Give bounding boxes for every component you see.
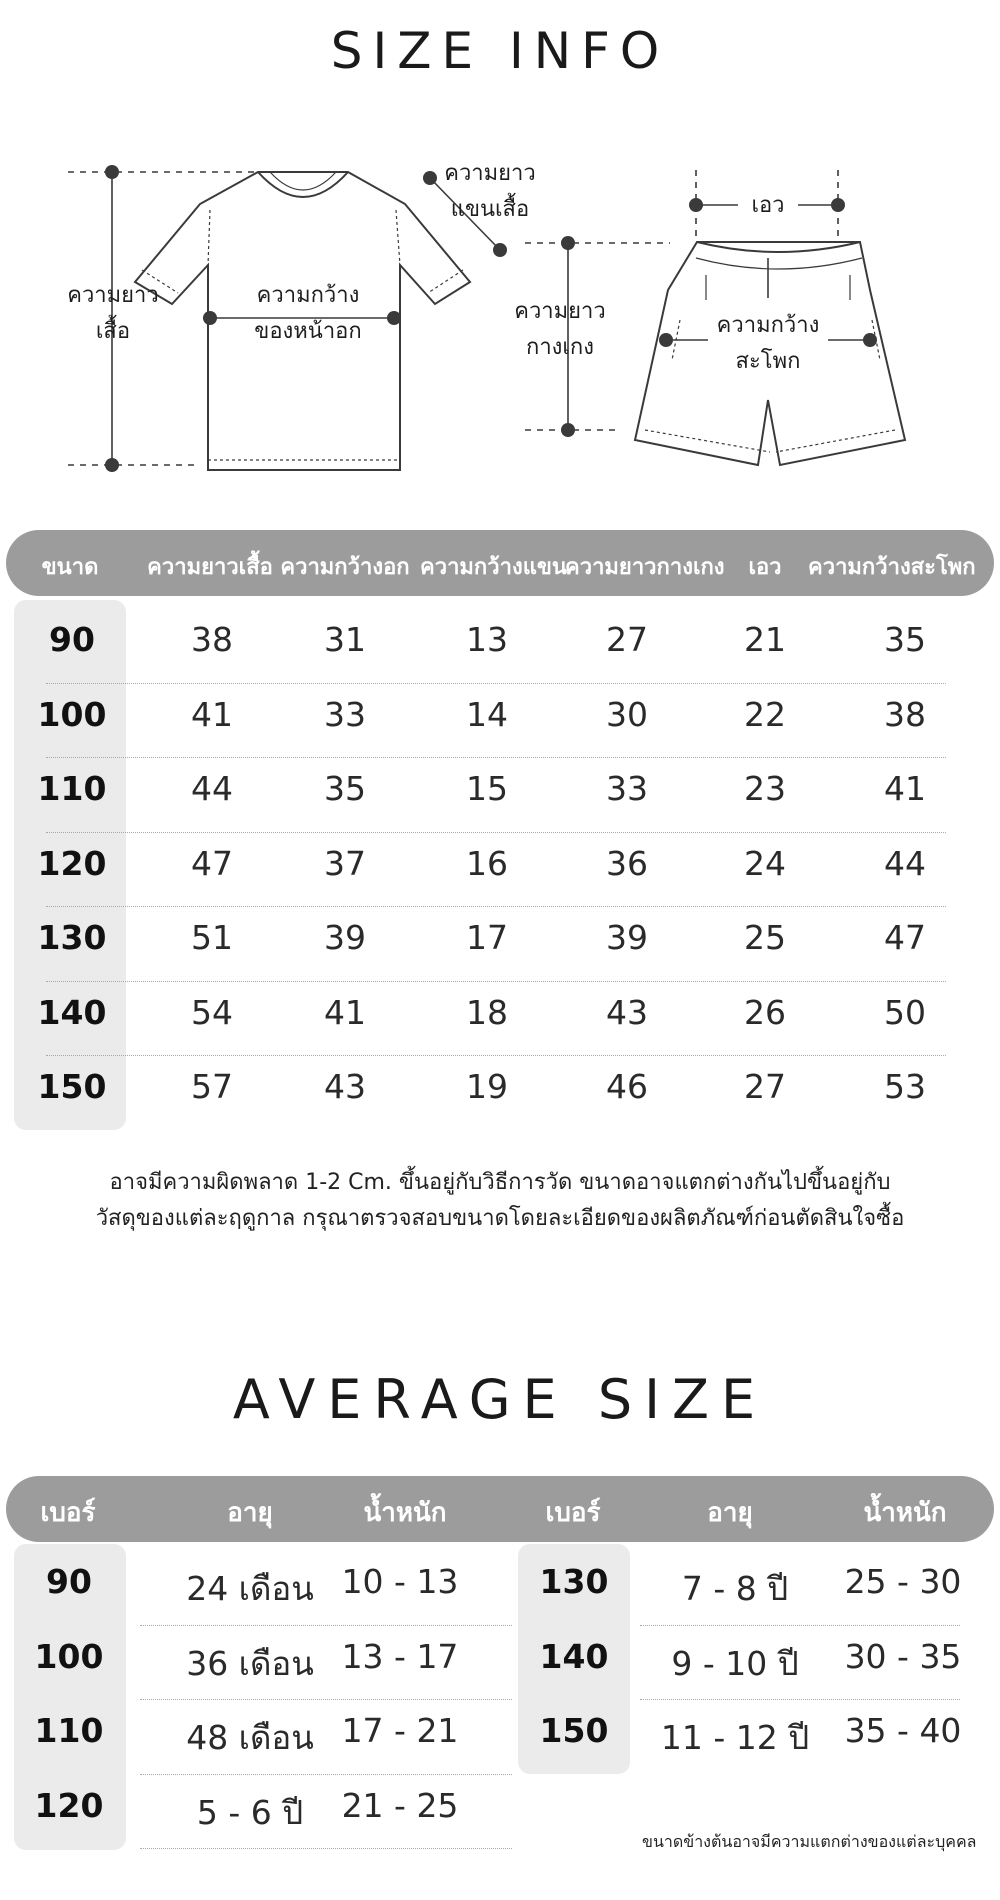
size-info-title: SIZE INFO xyxy=(330,22,670,80)
age-cell: 48 เดือน xyxy=(186,1718,314,1757)
row-divider xyxy=(46,832,946,833)
header-hip-width: ความกว้างสะโพก xyxy=(808,555,976,580)
weight-cell: 25 - 30 xyxy=(844,1562,962,1601)
header-waist: เอว xyxy=(748,555,782,580)
measurement-cell: 41 xyxy=(884,769,926,808)
measurement-cell: 19 xyxy=(466,1067,508,1106)
number-cell: 140 xyxy=(539,1636,609,1676)
number-cell: 130 xyxy=(539,1562,609,1601)
measurement-cell: 27 xyxy=(744,1067,786,1106)
size-cell: 100 xyxy=(37,694,107,734)
row-divider xyxy=(140,1625,512,1626)
waist-label: เอว xyxy=(738,188,798,224)
measurement-cell: 46 xyxy=(606,1067,648,1106)
number-cell: 150 xyxy=(539,1711,609,1750)
measurement-cell: 44 xyxy=(884,843,926,883)
measurement-cell: 43 xyxy=(324,1067,366,1106)
measurement-cell: 33 xyxy=(324,694,366,734)
measurement-cell: 26 xyxy=(744,992,786,1032)
measurement-cell: 36 xyxy=(606,843,648,883)
age-cell: 5 - 6 ปี xyxy=(196,1792,304,1832)
age-cell: 9 - 10 ปี xyxy=(671,1643,799,1683)
measurement-cell: 47 xyxy=(191,843,233,883)
age-cell: 36 เดือน xyxy=(186,1643,314,1683)
measurement-cell: 53 xyxy=(884,1067,926,1106)
measurement-cell: 17 xyxy=(466,918,508,957)
row-divider xyxy=(140,1848,512,1849)
header-age-left: อายุ xyxy=(227,1498,273,1528)
header-number-right: เบอร์ xyxy=(545,1498,601,1528)
hip-width-label: ความกว้าง สะโพก xyxy=(708,308,828,380)
header-size: ขนาด xyxy=(41,555,99,580)
measurement-cell: 21 xyxy=(744,620,786,659)
row-divider xyxy=(46,757,946,758)
measurement-cell: 30 xyxy=(606,694,648,734)
measurement-note: อาจมีความผิดพลาด 1-2 Cm. ขึ้นอยู่กับวิธีการวัด ขนาดอาจแตกต่างกันไปขึ้นอยู่กับ วัสดุของแต่ละฤดูกาล กรุณาตรวจสอบขนาดโดยละเอียดของผลิตภัณฑ์ก่อนตัดสินใจซื้อ xyxy=(95,1170,905,1231)
measurement-cell: 47 xyxy=(884,918,926,957)
header-sleeve-width: ความกว้างแขน xyxy=(420,555,567,580)
measurement-cell: 13 xyxy=(466,620,508,659)
measurement-cell: 37 xyxy=(324,843,366,883)
measurement-cell: 39 xyxy=(606,918,648,957)
age-cell: 24 เดือน xyxy=(186,1569,314,1608)
weight-cell: 35 - 40 xyxy=(844,1711,962,1750)
measurement-cell: 22 xyxy=(744,694,786,734)
measurement-cell: 25 xyxy=(744,918,786,957)
sleeve-length-label: ความยาว แขนเสื้อ xyxy=(444,161,536,222)
header-weight-right: น้ำหนัก xyxy=(863,1498,947,1528)
size-cell: 120 xyxy=(37,843,107,883)
number-cell: 120 xyxy=(34,1785,104,1825)
header-pants-length: ความยาวกางเกง xyxy=(565,555,725,580)
measurement-cell: 41 xyxy=(324,992,366,1032)
weight-cell: 17 - 21 xyxy=(341,1711,459,1750)
size-cell: 130 xyxy=(37,918,107,957)
pants-length-label: ความยาว กางเกง xyxy=(514,299,606,360)
header-age-right: อายุ xyxy=(707,1498,753,1528)
measurement-cell: 38 xyxy=(884,694,926,734)
row-divider xyxy=(640,1699,960,1700)
measurement-cell: 38 xyxy=(191,620,233,659)
measurement-cell: 27 xyxy=(606,620,648,659)
row-divider xyxy=(46,906,946,907)
size-cell: 140 xyxy=(37,992,107,1032)
age-cell: 11 - 12 ปี xyxy=(660,1718,810,1757)
row-divider xyxy=(46,1055,946,1056)
header-chest-width: ความกว้างอก xyxy=(280,555,410,580)
measurement-cell: 24 xyxy=(744,843,786,883)
measurement-cell: 35 xyxy=(884,620,926,659)
size-cell: 110 xyxy=(37,769,107,808)
row-divider xyxy=(46,981,946,982)
number-cell: 100 xyxy=(34,1636,104,1676)
number-cell: 110 xyxy=(34,1711,104,1750)
garment-diagram xyxy=(0,0,1000,480)
measurement-cell: 16 xyxy=(466,843,508,883)
weight-cell: 10 - 13 xyxy=(341,1562,459,1601)
size-cell: 90 xyxy=(49,620,95,659)
measurement-cell: 43 xyxy=(606,992,648,1032)
average-size-title: AVERAGE SIZE xyxy=(232,1368,768,1431)
measurement-cell: 50 xyxy=(884,992,926,1032)
measurement-cell: 54 xyxy=(191,992,233,1032)
chest-width-label: ความกว้าง ของหน้าอก xyxy=(254,283,362,344)
measurement-cell: 14 xyxy=(466,694,508,734)
shirt-length-label: ความยาว เสื้อ xyxy=(67,283,159,344)
measurement-cell: 51 xyxy=(191,918,233,957)
measurement-cell: 23 xyxy=(744,769,786,808)
age-cell: 7 - 8 ปี xyxy=(681,1569,789,1608)
number-cell: 90 xyxy=(46,1562,92,1601)
measurement-cell: 15 xyxy=(466,769,508,808)
average-footnote: ขนาดข้างต้นอาจมีความแตกต่างของแต่ละบุคคล xyxy=(642,1832,977,1851)
measurement-cell: 57 xyxy=(191,1067,233,1106)
header-shirt-length: ความยาวเสื้อ xyxy=(147,555,273,580)
header-number-left: เบอร์ xyxy=(40,1498,96,1528)
row-divider xyxy=(640,1625,960,1626)
header-weight-left: น้ำหนัก xyxy=(363,1498,447,1528)
measurement-cell: 41 xyxy=(191,694,233,734)
measurement-cell: 31 xyxy=(324,620,366,659)
row-divider xyxy=(140,1774,512,1775)
measurement-cell: 39 xyxy=(324,918,366,957)
weight-cell: 30 - 35 xyxy=(844,1636,962,1676)
measurement-cell: 44 xyxy=(191,769,233,808)
weight-cell: 21 - 25 xyxy=(341,1785,459,1825)
row-divider xyxy=(46,683,946,684)
measurement-cell: 18 xyxy=(466,992,508,1032)
row-divider xyxy=(140,1699,512,1700)
weight-cell: 13 - 17 xyxy=(341,1636,459,1676)
size-cell: 150 xyxy=(37,1067,107,1106)
measurement-cell: 35 xyxy=(324,769,366,808)
measurement-cell: 33 xyxy=(606,769,648,808)
